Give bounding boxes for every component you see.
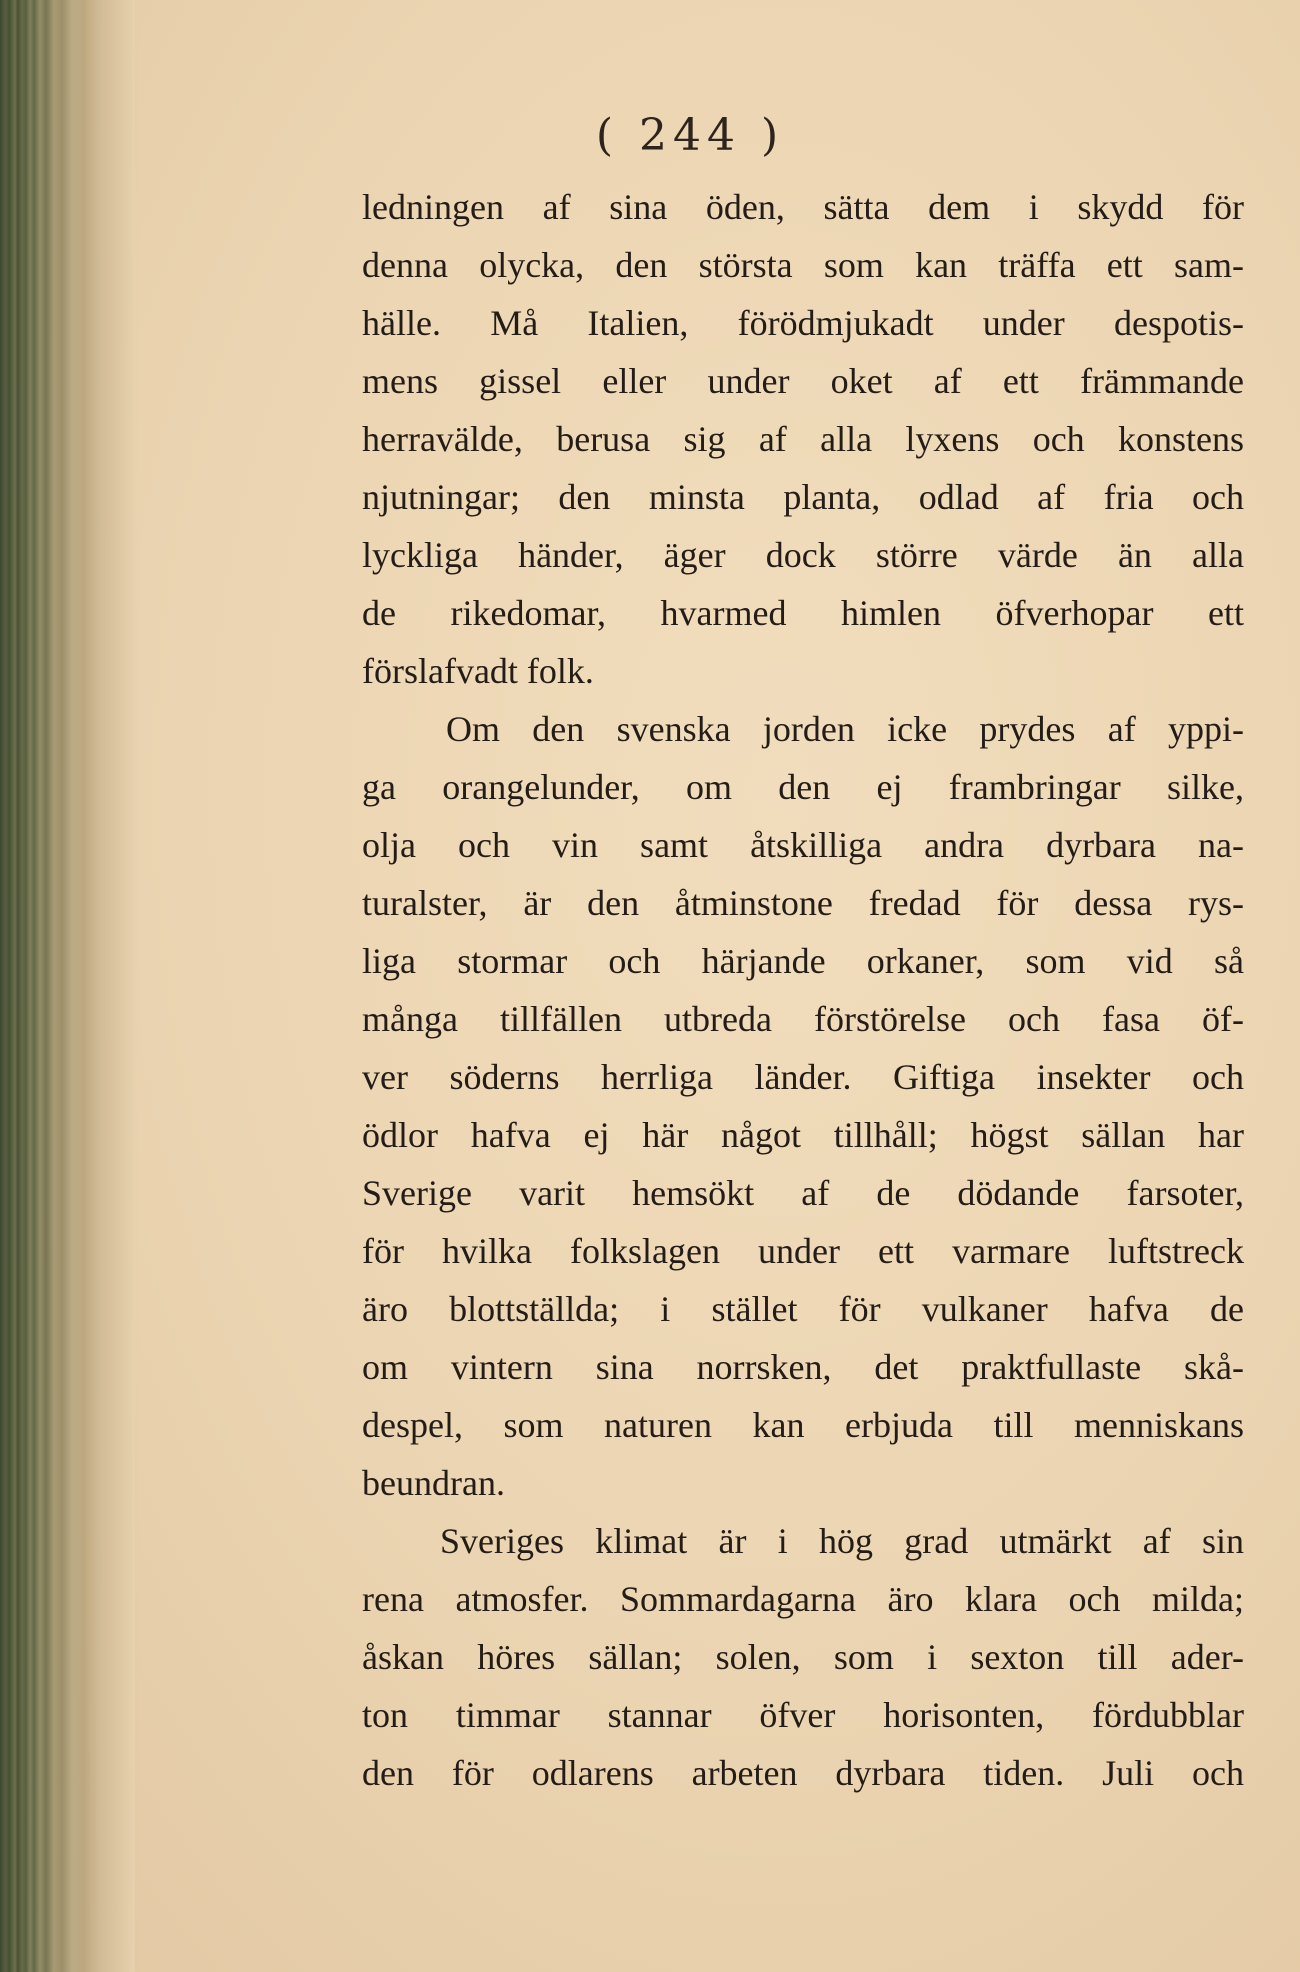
page-number: ( 244 ) — [595, 110, 785, 161]
text-line: hälle. Må Italien, förödmjukadt under despotis- — [362, 303, 1244, 343]
text-line: om vintern sina norrsken, det praktfullaste skå- — [362, 1347, 1244, 1387]
text-line: lyckliga händer, äger dock större värde än alla — [362, 535, 1244, 575]
paragraph-end-line: förslafvadt folk. — [362, 651, 594, 691]
text-line: för hvilka folkslagen under ett varmare luftstreck — [362, 1231, 1244, 1271]
text-line: olja och vin samt åtskilliga andra dyrbara na- — [362, 825, 1244, 865]
text-line: turalster, är den åtminstone fredad för dessa rys- — [362, 883, 1244, 923]
paragraph-end-line: beundran. — [362, 1463, 505, 1503]
paragraph-start-line: Sveriges klimat är i hög grad utmärkt af sin — [440, 1521, 1244, 1561]
text-line: ton timmar stannar öfver horisonten, fördubblar — [362, 1695, 1244, 1735]
text-line: mens gissel eller under oket af ett främmande — [362, 361, 1244, 401]
paragraph-start-line: Om den svenska jorden icke prydes af yppi- — [446, 709, 1244, 749]
text-line: ga orangelunder, om den ej frambringar silke, — [362, 767, 1244, 807]
text-line: herravälde, berusa sig af alla lyxens och konstens — [362, 419, 1244, 459]
text-line: många tillfällen utbreda förstörelse och fasa öf- — [362, 999, 1244, 1039]
text-line: liga stormar och härjande orkaner, som vid så — [362, 941, 1244, 981]
text-line: äro blottställda; i stället för vulkaner hafva de — [362, 1289, 1244, 1329]
text-line: Sverige varit hemsökt af de dödande farsoter, — [362, 1173, 1244, 1213]
gutter-shadow — [0, 0, 140, 1972]
text-line: denna olycka, den största som kan träffa ett sam- — [362, 245, 1244, 285]
text-line: åskan höres sällan; solen, som i sexton till ader- — [362, 1637, 1244, 1677]
text-line: de rikedomar, hvarmed himlen öfverhopar ett — [362, 593, 1244, 633]
text-line: njutningar; den minsta planta, odlad af fria och — [362, 477, 1244, 517]
body-text — [362, 178, 1244, 1802]
text-line: den för odlarens arbeten dyrbara tiden. Juli och — [362, 1753, 1244, 1793]
text-line: ödlor hafva ej här något tillhåll; högst sällan har — [362, 1115, 1244, 1155]
text-line: rena atmosfer. Sommardagarna äro klara och milda; — [362, 1579, 1244, 1619]
text-line: ver söderns herrliga länder. Giftiga insekter och — [362, 1057, 1244, 1097]
text-line: despel, som naturen kan erbjuda till menniskans — [362, 1405, 1244, 1445]
text-line: ledningen af sina öden, sätta dem i skydd för — [362, 187, 1244, 227]
